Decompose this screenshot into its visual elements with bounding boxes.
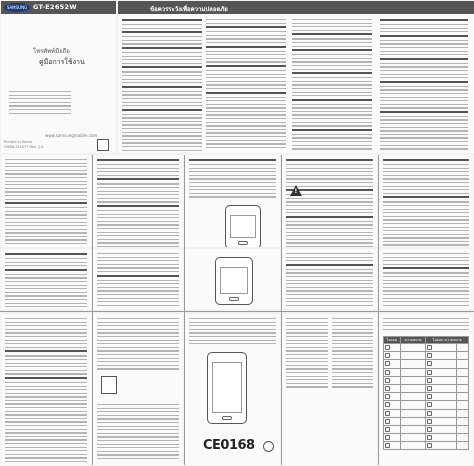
middle-panel-4 [282,155,377,247]
usb-icon [385,443,390,448]
bottom-text-1 [5,318,87,465]
middle-text-3 [189,159,276,200]
col-divider-1 [92,155,93,465]
table-row [384,368,469,376]
lower-panel-1 [1,249,91,309]
headset-icon [427,427,432,432]
middle-panel-3 [185,155,280,247]
printed-in: Printed in Korea [4,140,32,144]
table-row [384,401,469,409]
table-row [384,360,469,368]
col-divider-4 [378,155,379,465]
flight-mode-icon [427,443,432,448]
table-row [384,417,469,425]
bottom-panel-3 [185,314,280,465]
memory-card-icon [427,394,432,399]
col-divider-3 [281,155,282,465]
bottom-panel-1 [1,314,91,465]
recycle-icon [97,139,109,151]
alert-circle-icon [263,441,274,452]
call-icon [385,353,390,358]
bottom-text-3 [189,318,276,347]
table-row [384,384,469,392]
middle-text-4 [286,159,373,247]
ce-mark: CE0168 [203,438,255,453]
cover-panel [1,1,116,153]
col-divider-2 [184,155,185,465]
lower-panel-2 [93,249,183,309]
lower-text-2 [97,253,179,308]
bottom-panel-4 [282,314,377,465]
icon-table-header-right: ไอคอน ความหมาย [426,337,469,344]
bottom-text-5 [383,318,469,332]
icon-table-header-icon: ไอคอน [384,337,401,344]
divert-icon [385,361,390,366]
gprs-icon [385,370,390,375]
website-url: www.samsungmobile.com [45,133,98,138]
lower-panel-4 [282,249,377,309]
middle-panel-1 [1,155,91,247]
safety-col-2 [206,19,286,150]
bottom-panel-5 [379,314,473,465]
table-row [384,425,469,433]
safety-col-1 [122,19,202,153]
bluetooth-icon [385,386,390,391]
doc-code: GH68-33407T Rev. 1.0 [4,145,44,149]
safety-heading: ข้อควรระวังเพื่อความปลอดภัย [150,6,228,13]
music-icon [385,402,390,407]
cover-title: โทรศัพท์มือถือ [33,48,70,55]
table-row [384,442,469,450]
icon-table [383,336,469,450]
edge-icon [385,378,390,383]
voicemail-icon [427,361,432,366]
phone-front-view [207,352,247,424]
middle-panel-2 [93,155,183,247]
email-icon [385,419,390,424]
table-row [384,393,469,401]
phone-illustration [225,205,261,247]
middle-panel-5 [379,155,473,247]
table-row [384,409,469,417]
weee-bin-icon [101,376,117,394]
safety-col-4 [380,19,468,152]
message-icon [427,353,432,358]
lower-text-4 [286,253,373,308]
browser-icon [427,419,432,424]
profile-icon [427,370,432,375]
cover-subtitle: คู่มือการใช้งาน [39,58,85,66]
phone-diagram [215,257,253,305]
roaming-icon [427,402,432,407]
silent-icon [427,378,432,383]
cover-notes [9,91,71,116]
signal-icon [385,345,390,350]
model-number: GT-E2652W [33,3,77,11]
samsung-logo: SAMSUNG [4,3,30,12]
middle-text-5 [383,159,469,247]
bottom-text-4a [286,318,328,390]
warning-icon [290,185,302,196]
fold-line [0,311,474,312]
table-row [384,352,469,360]
lower-text-5 [383,253,469,308]
lower-panel-3 [185,249,280,309]
table-row [384,376,469,384]
bottom-panel-2 [93,314,183,465]
lock-icon [385,427,390,432]
middle-text-1 [5,159,87,247]
table-row [384,344,469,352]
icon-table-header-meaning: ความหมาย [400,337,426,344]
bottom-text-2 [97,318,179,372]
lower-panel-5 [379,249,473,309]
safety-panel [118,1,474,153]
alarm-icon [427,345,432,350]
fm-radio-icon [385,394,390,399]
sync-icon [385,435,390,440]
safety-col-3 [292,19,372,152]
bottom-text-2b [97,404,179,462]
battery-icon [427,386,432,391]
bottom-text-4b [332,318,373,390]
middle-text-2 [97,159,179,247]
sim-icon [385,411,390,416]
lower-text-1 [5,253,87,309]
time-icon [427,411,432,416]
download-icon [427,435,432,440]
table-row [384,434,469,442]
